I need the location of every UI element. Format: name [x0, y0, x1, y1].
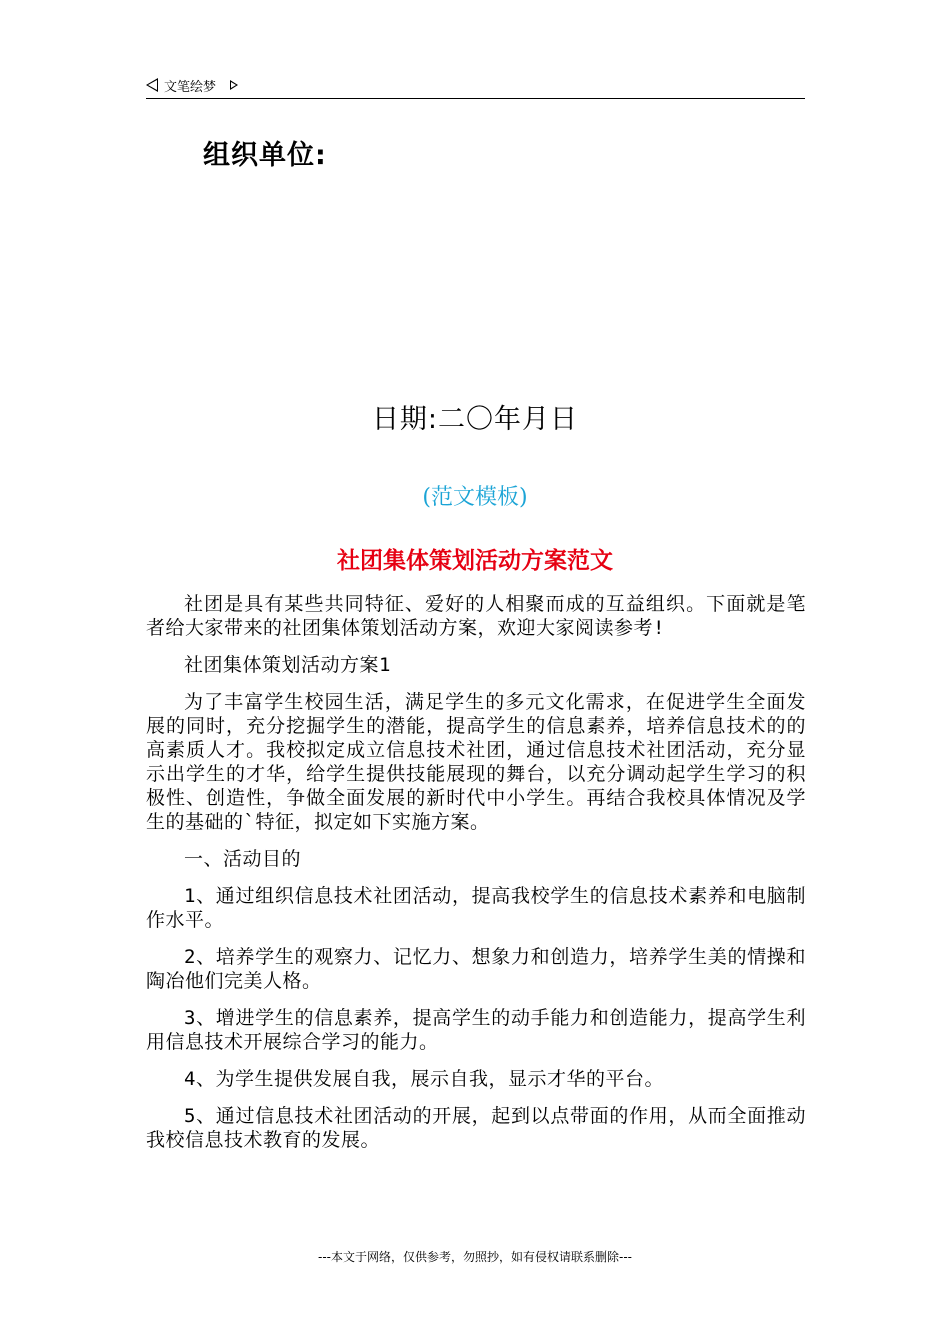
organization-label: 组织单位:: [203, 140, 327, 171]
page-header: [146, 72, 805, 99]
paragraph-background: 为了丰富学生校园生活，满足学生的多元文化需求，在促进学生全面发展的同时，充分挖掘学生的潜能，提高学生的信息素养，培养信息技术的的高素质人才。我校拟定成立信息技术社团，通过信息技术社团活动，充分显示出学生的才华，给学生提供技能展现的舞台，以充分调动起学生学习的积极性、创造性，争做全面发展的新时代中小学生。再结合我校具体情况及学生的基础的`特征，拟定如下实施方案。: [146, 691, 806, 833]
document-body: [146, 592, 806, 1165]
header-brand: 文笔绘梦: [164, 79, 217, 95]
triangle-right-icon: [230, 80, 238, 90]
section-heading-plan-1: 社团集体策划活动方案1: [184, 654, 391, 676]
list-item: 4、为学生提供发展自我，展示自我，显示才华的平台。: [184, 1068, 664, 1090]
date-label: 日期:二〇年月日: [371, 404, 579, 435]
document-title: 社团集体策划活动方案范文: [337, 548, 613, 574]
section-heading-purpose: 一、活动目的: [184, 848, 302, 870]
list-item: 3、增进学生的信息素养，提高学生的动手能力和创造能力，提高学生利用信息技术开展综合学习的能力。: [146, 1007, 806, 1053]
template-tag: (范文模板): [422, 485, 528, 510]
list-item: 2、培养学生的观察力、记忆力、想象力和创造力，培养学生美的情操和陶冶他们完美人格。: [146, 946, 806, 992]
list-item: 5、通过信息技术社团活动的开展，起到以点带面的作用，从而全面推动我校信息技术教育的发展。: [146, 1105, 806, 1151]
triangle-left-icon: [146, 78, 158, 92]
page-footer: ---本文于网络，仅供参考，勿照抄，如有侵权请联系删除---: [318, 1250, 632, 1264]
paragraph-intro: 社团是具有某些共同特征、爱好的人相聚而成的互益组织。下面就是笔者给大家带来的社团集体策划活动方案，欢迎大家阅读参考!: [146, 593, 806, 639]
list-item: 1、通过组织信息技术社团活动，提高我校学生的信息技术素养和电脑制作水平。: [146, 885, 806, 931]
